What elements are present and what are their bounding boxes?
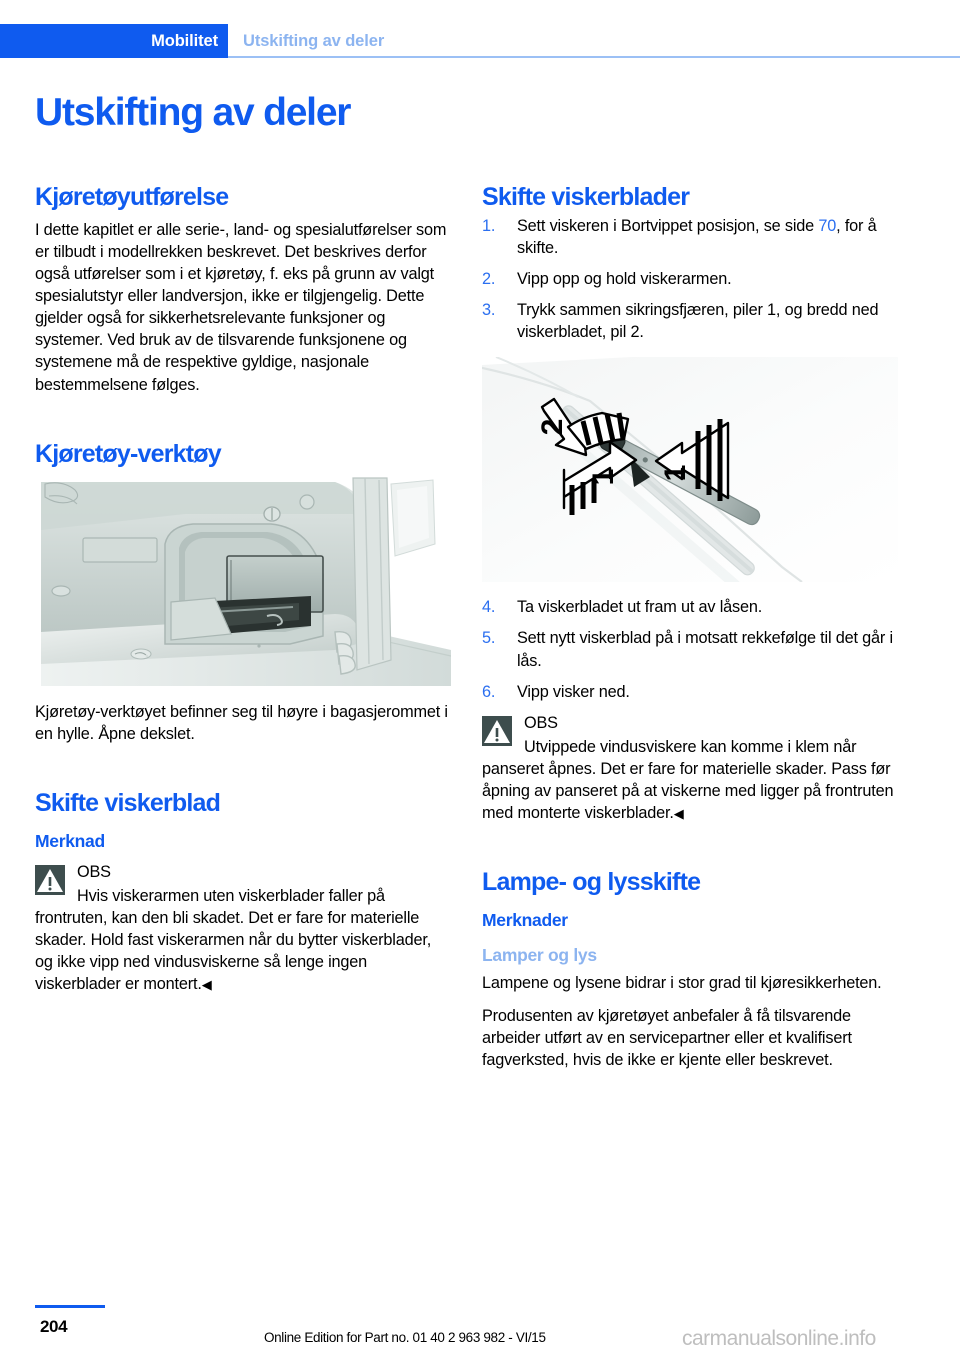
figure-caption-tool-location: Kjøretøy-verktøyet befinner seg til høyre i bagasjerommet i en hylle. Åpne dekslet. (35, 702, 448, 743)
step-text: Vipp opp og hold viskerarmen. (517, 270, 732, 289)
step-number: 2. (482, 270, 496, 289)
warning-note-title: OBS (77, 862, 111, 881)
end-mark: ◀ (201, 976, 212, 992)
step-text: Sett viskeren i Bortvippet posisjon, se side (517, 217, 819, 235)
page-reference-link[interactable]: 70 (818, 217, 837, 235)
list-item (482, 681, 898, 703)
site-watermark: carmanualsonline.info (682, 1327, 876, 1350)
section-heading-kjoretoyutforelse: Kjøretøyutførelse (35, 183, 229, 211)
svg-text:1: 1 (587, 469, 620, 486)
left-column (35, 183, 451, 995)
list-item (482, 215, 898, 259)
list-item (482, 299, 898, 343)
warning-note (482, 713, 898, 824)
svg-text:2: 2 (536, 419, 569, 436)
list-item (482, 268, 898, 290)
step-text: Sett nytt viskerblad på i motsatt rekkefølge til det går i lås. (517, 629, 893, 670)
warning-triangle-icon (35, 865, 65, 895)
steps-list-2 (482, 596, 898, 702)
page-number: 204 (40, 1317, 68, 1336)
breadcrumb-primary[interactable]: Mobilitet (0, 24, 228, 58)
step-number: 3. (482, 301, 496, 320)
step-text: Trykk sammen sikringsfjæren, piler 1, og bredd ned viskerbladet, pil 2. (517, 301, 879, 342)
luggage-compartment-tool-shelf-photo (35, 474, 451, 689)
step-text: Ta viskerbladet ut fram ut av låsen. (517, 598, 763, 617)
subsection-heading-merknad: Merknad (35, 830, 105, 851)
step-text-tail: , for å skifte. (517, 217, 877, 258)
wiper-blade-release-arrows-diagram (482, 357, 898, 582)
step-text: Vipp visker ned. (517, 682, 630, 701)
subsection-heading-lamper-og-lys: Lamper og lys (482, 944, 597, 965)
footer-divider (35, 1305, 105, 1308)
svg-text:1: 1 (659, 465, 692, 482)
section-heading-skifte-viskerblad: Skifte viskerblad (35, 788, 221, 817)
edition-notice: Online Edition for Part no. 01 40 2 963 982 - VI/15 (264, 1330, 546, 1345)
right-column (482, 183, 898, 1071)
step-number: 4. (482, 598, 496, 617)
section-paragraph-kjoretoyutforelse: I dette kapitlet er alle serie-, land- og spesialutførelser som er tilbudt i modellrekken beskrevet. Det beskrives derfor også utførelser som i et kjøretøy, f. eks på grunn av valgt spesialutstyr eller landversjon, ikke er tilgjengelig. Dette gjelder også for sikkerhetsrelevante funksjoner og systemer. Ved bruk av de tilsvarende funksjonene og systemene må de respektive gyldige, nasjonale bestemmelsene følges. (35, 221, 447, 394)
list-item (482, 596, 898, 618)
header-divider (228, 56, 960, 58)
warning-triangle-icon (482, 716, 512, 746)
end-mark: ◀ (673, 805, 684, 821)
breadcrumb-secondary[interactable]: Utskifting av deler (243, 31, 385, 50)
warning-note-body (482, 736, 898, 824)
warning-note-text: Hvis viskerarmen uten viskerblader faller på frontruten, kan den bli skadet. Det er fare for materielle skader. Hold fast viskerarmen når du bytter viskerblader, og ikke vipp ned vindusviskerne så lenge ingen viskerblader er montert. (35, 886, 432, 993)
section-heading-skifte-viskerblader: Skifte viskerblader (482, 183, 690, 211)
warning-note-title: OBS (524, 713, 558, 732)
steps-list-1 (482, 215, 898, 343)
paragraph-lamper-og-lys-1: Lampene og lysene bidrar i stor grad til kjøresikkerheten. (482, 973, 882, 992)
step-number: 6. (482, 682, 496, 701)
step-number: 1. (482, 217, 496, 235)
subsection-heading-merknader: Merknader (482, 909, 568, 930)
warning-note-text: Utvippede vindusviskere kan komme i klem når panseret åpnes. Det er fare for materielle skader. Pass før åpning av panseret på at viskerne med ligger på frontruten med monterte viskerblader. (482, 737, 894, 822)
section-heading-kjoretoy-verktoy: Kjøretøy-verktøy (35, 439, 221, 468)
step-number: 5. (482, 629, 496, 648)
page-title: Utskifting av deler (35, 91, 351, 134)
warning-note (35, 862, 451, 995)
section-heading-lampe-og-lysskifte: Lampe- og lysskifte (482, 867, 701, 896)
warning-note-body (35, 885, 451, 995)
list-item (482, 627, 898, 671)
breadcrumb (0, 24, 960, 58)
paragraph-lamper-og-lys-2: Produsenten av kjøretøyet anbefaler å få tilsvarende arbeider utført av en servicepartner eller et kvalifisert fagverksted, hvis de ikke er kjente eller beskrevet. (482, 1006, 852, 1070)
